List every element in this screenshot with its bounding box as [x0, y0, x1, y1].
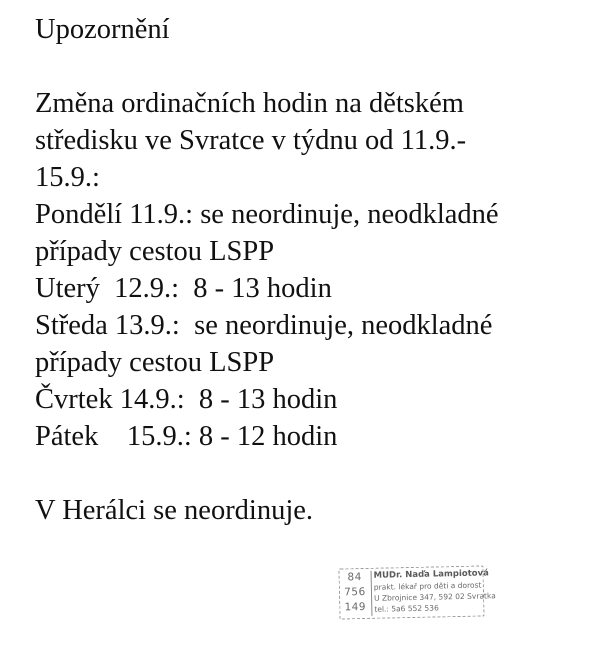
- stamp-line: tel.: 5a6 552 536: [374, 603, 439, 614]
- schedule-line-thursday: Čvrtek 14.9.: 8 - 13 hodin: [35, 384, 338, 415]
- schedule-line-wednesday: Středa 13.9.: se neordinuje, neodkladné: [35, 310, 493, 341]
- stamp-code-line: 84: [347, 571, 362, 584]
- schedule-line-tuesday: Uterý 12.9.: 8 - 13 hodin: [35, 273, 332, 304]
- schedule-line-monday: Pondělí 11.9.: se neordinuje, neodkladné: [35, 199, 499, 230]
- notice-footer: V Herálci se neordinuje.: [35, 495, 314, 526]
- blank-line: [35, 48, 595, 85]
- schedule-line-monday-note: případy cestou LSPP: [35, 236, 275, 267]
- stamp-code: [341, 570, 370, 616]
- doctor-stamp: [338, 565, 496, 620]
- stamp-details: [373, 568, 496, 614]
- stamp-doctor-name: MUDr. Naďa Lampiotová: [373, 568, 489, 581]
- notice: [35, 11, 595, 529]
- blank-line: [35, 455, 595, 492]
- stamp-line: U Zbrojnice 347, 592 02 Svratka: [374, 591, 496, 603]
- stamp-code-line: 756: [344, 585, 366, 599]
- schedule-line-friday: Pátek 15.9.: 8 - 12 hodin: [35, 421, 338, 452]
- schedule-line-wednesday-note: případy cestou LSPP: [35, 347, 275, 378]
- intro-line: Změna ordinačních hodin na dětském: [35, 88, 464, 119]
- intro-line: 15.9.:: [35, 162, 100, 193]
- stamp-code-line: 149: [344, 600, 367, 614]
- notice-title: Upozornění: [35, 14, 170, 45]
- stamp-line: prakt. lékař pro děti a dorost: [373, 580, 482, 592]
- intro-line: středisku ve Svratce v týdnu od 11.9.-: [35, 125, 467, 156]
